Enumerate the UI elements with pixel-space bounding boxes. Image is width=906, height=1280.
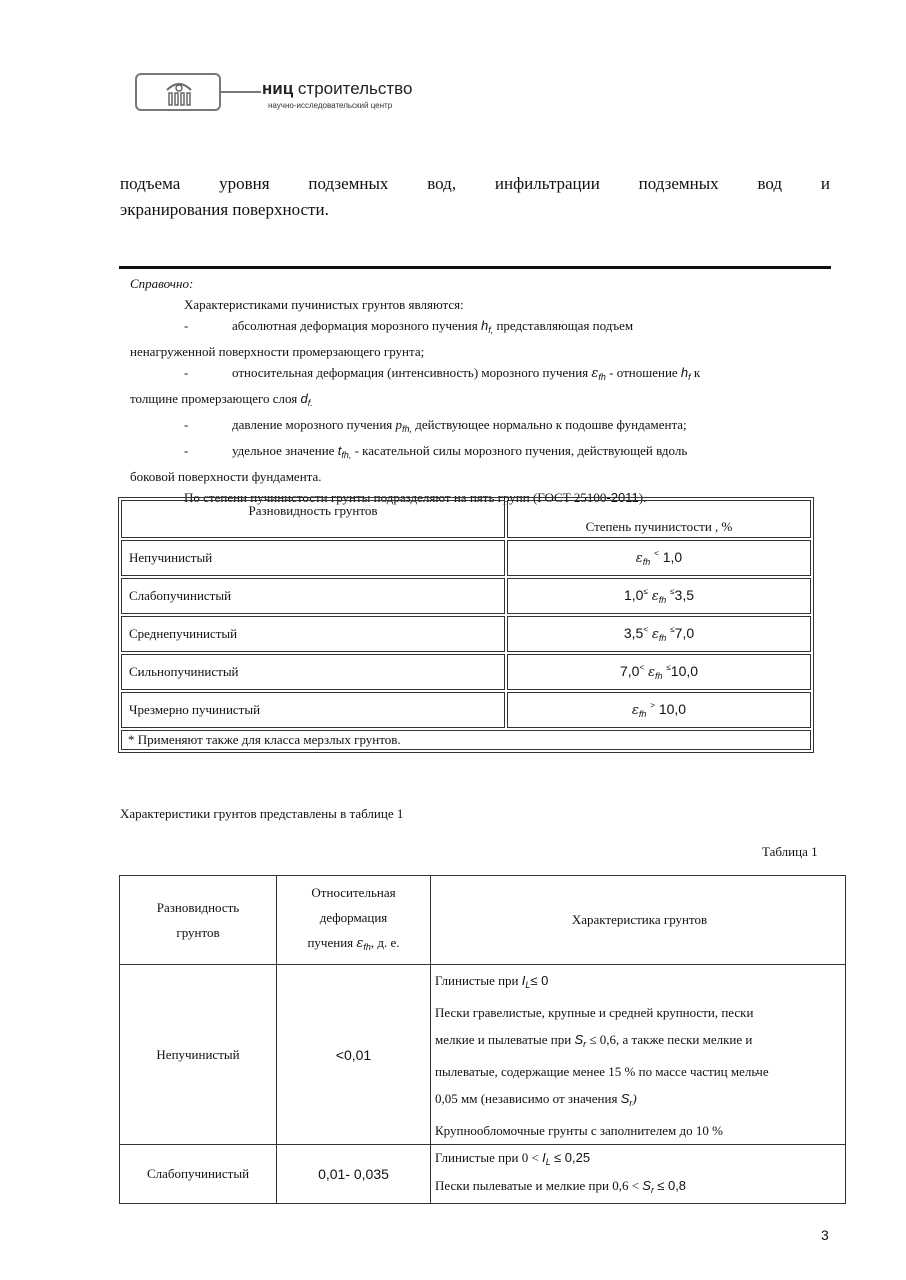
column-header: Разновидность грунтов bbox=[120, 876, 277, 965]
table-row bbox=[121, 654, 811, 690]
soil-type: Слабопучинистый bbox=[120, 1145, 277, 1204]
building-logo-icon bbox=[163, 78, 195, 108]
reference-item-cont: боковой поверхности фундамента. bbox=[130, 469, 322, 484]
column-header: Характеристика грунтов bbox=[431, 876, 846, 965]
reference-item: - удельное значение $t_{fh,}$ - касательной силы морозного пучения, действующей вдоль bbox=[184, 443, 688, 460]
heave-range: $\varepsilon_{fh}$ > 10,0 bbox=[507, 692, 811, 728]
soil-description: Глинистые при $0 < I_L \le 0,25$ Пески пылеватые и мелкие при $0,6 < S_r \le 0,8$ bbox=[431, 1145, 846, 1204]
column-header: Разновидность грунтов bbox=[121, 500, 505, 538]
logo bbox=[135, 73, 221, 111]
table-row bbox=[120, 965, 846, 1145]
intro-paragraph bbox=[120, 171, 830, 223]
soil-type: Среднепучинистый bbox=[121, 616, 505, 652]
section-divider bbox=[119, 266, 831, 269]
soil-type: Чрезмерно пучинистый bbox=[121, 692, 505, 728]
heave-range: $\varepsilon_{fh}$ < 1,0 bbox=[507, 540, 811, 576]
table-row bbox=[121, 692, 811, 728]
reference-block bbox=[130, 273, 810, 508]
deformation-value: <0,01 bbox=[277, 965, 431, 1145]
soil-characteristics-table bbox=[119, 875, 846, 1204]
column-header: Относительная деформация пучения $\varepsilon_{fh}$, д. е. bbox=[277, 876, 431, 965]
column-header: Степень пучинистости , % bbox=[507, 500, 811, 538]
soil-type: Непучинистый bbox=[120, 965, 277, 1145]
reference-item-cont: толщине промерзающего слоя $d_{f.}$ bbox=[130, 391, 313, 408]
reference-item: - относительная деформация (интенсивность) морозного пучения $\varepsilon_{fh}$ - отношение $h_f$ к bbox=[184, 365, 701, 382]
table-header-row bbox=[120, 876, 846, 965]
heave-range: 1,0≤ $\varepsilon_{fh}$ ≤3,5 bbox=[507, 578, 811, 614]
table-header-row bbox=[121, 500, 811, 538]
logo-subtitle: научно-исследовательский центр bbox=[268, 101, 393, 110]
reference-item: - давление морозного пучения $p_{fh,}$ действующее нормально к подошве фундамента; bbox=[184, 417, 687, 434]
reference-item-cont: ненагруженной поверхности промерзающего грунта; bbox=[130, 344, 425, 359]
table-footnote-row bbox=[121, 730, 811, 750]
soil-description: Глинистые при $I_L\le 0$ Пески гравелистые, крупные и средней крупности, пески мелкие и пылеватые при $S_r \le 0,6$, а также пески мелкие и пылеватые, содержащие менее 15 % по массе частиц мельче 0,05 мм (независимо от значения $S_r$) Крупнообломочные грунты с заполнителем до 10 % bbox=[431, 965, 846, 1145]
reference-closing: По степени пучинистости грунты подразделяют на пять групп (ГОСТ 25100-2011). bbox=[184, 490, 647, 505]
intro-line: экранирования поверхности. bbox=[120, 200, 329, 219]
heave-range: 3,5< $\varepsilon_{fh}$ ≤7,0 bbox=[507, 616, 811, 652]
logo-name: ниц строительство bbox=[262, 79, 413, 98]
deformation-value: 0,01- 0,035 bbox=[277, 1145, 431, 1204]
table-footnote: * Применяют также для класса мерзлых грунтов. bbox=[121, 730, 811, 750]
table-label: Таблица 1 bbox=[762, 844, 818, 859]
table-row bbox=[121, 578, 811, 614]
page-number: 3 bbox=[821, 1227, 829, 1243]
reference-title: Справочно: bbox=[130, 276, 194, 291]
reference-item: - абсолютная деформация морозного пучения $h_{f,}$ представляющая подъем bbox=[184, 318, 634, 335]
heave-degree-table bbox=[118, 497, 814, 753]
soil-type: Сильнопучинистый bbox=[121, 654, 505, 690]
table-row bbox=[120, 1145, 846, 1204]
table-row bbox=[121, 540, 811, 576]
intro-line: подъема уровня подземных вод, инфильтрации подземных вод и bbox=[120, 174, 830, 193]
soil-type: Слабопучинистый bbox=[121, 578, 505, 614]
heave-range: 7,0< $\varepsilon_{fh}$ ≤10,0 bbox=[507, 654, 811, 690]
logo-divider bbox=[221, 91, 261, 93]
soil-type: Непучинистый bbox=[121, 540, 505, 576]
table-intro-text: Характеристики грунтов представлены в таблице 1 bbox=[120, 806, 404, 821]
reference-lead: Характеристиками пучинистых грунтов являются: bbox=[184, 297, 464, 312]
table-row bbox=[121, 616, 811, 652]
